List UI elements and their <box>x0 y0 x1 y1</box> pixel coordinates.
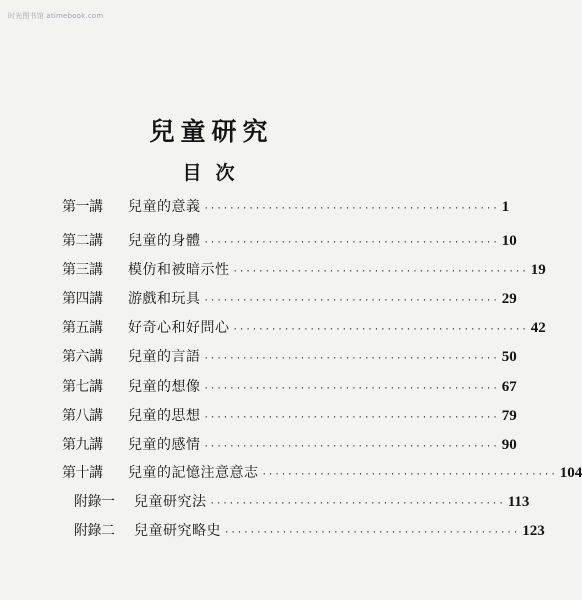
dot-leader: ·············································· <box>232 325 528 335</box>
toc-entry-label: 第六講 <box>62 349 103 365</box>
toc-entry-label: 第八講 <box>62 408 103 424</box>
toc-entry-label: 第二講 <box>62 233 103 249</box>
toc-entry <box>62 259 546 281</box>
toc-entry-page: 29 <box>501 291 517 307</box>
toc-entry-title: 兒童的感情 <box>128 437 201 453</box>
dot-leader: ·············································· <box>203 354 499 364</box>
dot-leader: ·············································· <box>203 296 499 306</box>
toc-entry-page: 10 <box>501 233 517 249</box>
toc-entry <box>62 346 517 368</box>
dot-leader: ·············································· <box>203 238 499 248</box>
toc-entry-page: 1 <box>501 199 510 215</box>
toc-entry <box>62 288 517 310</box>
toc-entry-title: 游戲和玩具 <box>128 291 201 307</box>
dot-leader: ·············································· <box>203 413 499 423</box>
toc-entry-label: 第三講 <box>62 262 103 278</box>
toc-entry <box>62 196 510 218</box>
toc-entry-page: 50 <box>501 349 517 365</box>
toc-entry-page: 113 <box>507 494 530 510</box>
toc-entry <box>62 462 582 484</box>
toc-entry-title: 模仿和被暗示性 <box>128 262 230 278</box>
toc-entry-page: 79 <box>501 408 517 424</box>
dot-leader: ·············································· <box>224 528 520 538</box>
toc-entry-title: 兒童研究略史 <box>134 523 221 539</box>
toc-entry <box>62 405 517 427</box>
toc-entry-title: 好奇心和好問心 <box>128 320 230 336</box>
dot-leader: ·············································· <box>209 499 505 509</box>
dot-leader: ·············································· <box>261 470 557 480</box>
toc-entry-title: 兒童研究法 <box>134 494 207 510</box>
toc-entry-label: 附錄一 <box>74 494 115 510</box>
toc-entry-label: 第九講 <box>62 437 103 453</box>
dot-leader: ·············································· <box>203 442 499 452</box>
toc-entry-label: 第一講 <box>62 199 103 215</box>
toc-entry-label: 第七講 <box>62 379 103 395</box>
toc-entry-page: 104 <box>559 465 582 481</box>
toc-entry-page: 90 <box>501 437 517 453</box>
dot-leader: ·············································· <box>232 267 528 277</box>
toc-entry <box>74 491 530 513</box>
toc-entry-title: 兒童的思想 <box>128 408 201 424</box>
toc-entry-title: 兒童的意義 <box>128 199 201 215</box>
toc-entry-title: 兒童的身體 <box>128 233 201 249</box>
toc-entry-page: 19 <box>530 262 546 278</box>
toc-entry-page: 67 <box>501 379 517 395</box>
book-title: 兒童研究 <box>149 117 274 146</box>
toc-entry <box>62 230 517 252</box>
toc-entry-label: 第五講 <box>62 320 103 336</box>
dot-leader: ·············································· <box>203 204 499 214</box>
toc-entry-label: 附錄二 <box>74 523 115 539</box>
toc-entry <box>62 317 546 339</box>
toc-entry-label: 第四講 <box>62 291 103 307</box>
watermark: 时光图书馆 atimebook.com <box>8 12 104 20</box>
toc-entry-title: 兒童的記憶注意意志 <box>128 465 259 481</box>
toc-entry <box>74 520 545 542</box>
toc-entry <box>62 434 517 456</box>
toc-entry-title: 兒童的想像 <box>128 379 201 395</box>
toc-entry-page: 123 <box>522 523 545 539</box>
toc-entry-title: 兒童的言語 <box>128 349 201 365</box>
toc-entry <box>62 376 517 398</box>
toc-entry-page: 42 <box>530 320 546 336</box>
toc-entry-label: 第十講 <box>62 465 103 481</box>
contents-heading: 目次 <box>182 162 249 184</box>
dot-leader: ·············································· <box>203 384 499 394</box>
